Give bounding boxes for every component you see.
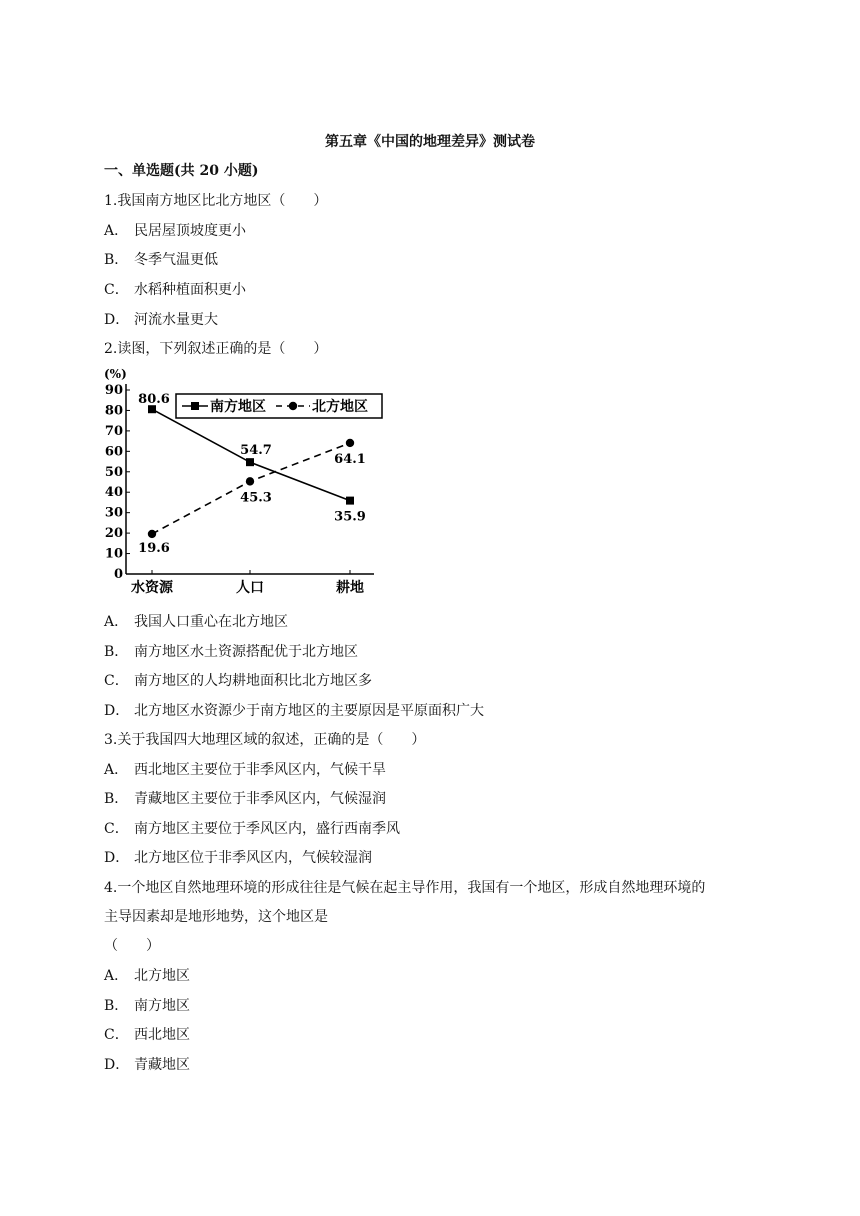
y-tick-label-90: 90	[104, 383, 123, 398]
series-south-point-2	[346, 497, 354, 505]
x-tick-label-人口: 人口	[236, 580, 264, 596]
question-4-stem-line-3: （ ）	[104, 938, 160, 954]
question-3-option-a: A． 西北地区主要位于非季风区内，气候干旱	[104, 762, 386, 778]
legend-south-marker	[191, 402, 199, 410]
question-2-option-a: A． 我国人口重心在北方地区	[104, 614, 288, 630]
question-1-option-b: B． 冬季气温更低	[104, 252, 218, 268]
south-data-label-0: 80.6	[138, 392, 170, 408]
question-1-option-a: A． 民居屋顶坡度更小	[104, 223, 246, 239]
legend-north-marker	[289, 402, 297, 410]
series-north-point-2	[346, 439, 354, 447]
x-tick-label-耕地: 耕地	[336, 580, 364, 596]
question-2-option-d: D． 北方地区水资源少于南方地区的主要原因是平原面积广大	[104, 703, 484, 719]
question-1-option-d: D． 河流水量更大	[104, 312, 218, 328]
question-3-option-b: B． 青藏地区主要位于非季风区内，气候湿润	[104, 791, 386, 807]
question-2-option-c: C． 南方地区的人均耕地面积比北方地区多	[104, 673, 372, 689]
question-4-option-c: C． 西北地区	[104, 1027, 190, 1043]
y-tick-label-10: 10	[104, 546, 123, 562]
series-south-point-1	[246, 458, 254, 466]
question-1-stem: 1.我国南方地区比北方地区（ ）	[104, 193, 328, 209]
y-axis-unit: (%)	[104, 367, 127, 381]
line-chart	[104, 366, 394, 596]
series-north-point-1	[246, 477, 254, 485]
north-data-label-1: 45.3	[240, 490, 272, 506]
section-heading: 一、单选题(共 20 小题)	[104, 163, 259, 179]
legend-north-label: 北方地区	[312, 399, 368, 415]
south-data-label-1: 54.7	[240, 443, 272, 459]
question-1-option-c: C． 水稻种植面积更小	[104, 282, 246, 298]
y-tick-label-40: 40	[104, 485, 123, 501]
y-tick-label-70: 70	[104, 423, 123, 439]
y-tick-label-80: 80	[104, 403, 123, 419]
legend-south-label: 南方地区	[210, 399, 266, 415]
question-4-option-d: D． 青藏地区	[104, 1057, 190, 1073]
question-4-stem-line-2: 主导因素却是地形地势，这个地区是	[104, 909, 328, 925]
north-data-label-0: 19.6	[138, 540, 170, 556]
question-3-option-d: D． 北方地区位于非季风区内，气候较湿润	[104, 850, 372, 866]
north-data-label-2: 64.1	[334, 451, 366, 467]
x-tick-label-水资源: 水资源	[131, 580, 173, 596]
y-tick-label-50: 50	[104, 464, 123, 480]
y-tick-label-0: 0	[113, 567, 123, 582]
y-tick-label-60: 60	[104, 444, 123, 460]
y-tick-label-30: 30	[104, 505, 123, 521]
question-2-option-b: B． 南方地区水土资源搭配优于北方地区	[104, 644, 358, 660]
y-tick-label-20: 20	[104, 526, 123, 542]
question-2-stem: 2.读图，下列叙述正确的是（ ）	[104, 341, 328, 357]
series-north-point-0	[148, 530, 156, 538]
question-3-stem: 3.关于我国四大地理区域的叙述，正确的是（ ）	[104, 732, 426, 748]
question-4-option-a: A． 北方地区	[104, 968, 190, 984]
page-title: 第五章《中国的地理差异》测试卷	[325, 134, 535, 150]
question-4-stem-line-1: 4.一个地区自然地理环境的形成往往是气候在起主导作用，我国有一个地区，形成自然地理环境的	[104, 880, 706, 896]
question-3-option-c: C． 南方地区主要位于季风区内，盛行西南季风	[104, 821, 400, 837]
question-4-option-b: B． 南方地区	[104, 998, 190, 1014]
south-data-label-2: 35.9	[334, 509, 366, 525]
